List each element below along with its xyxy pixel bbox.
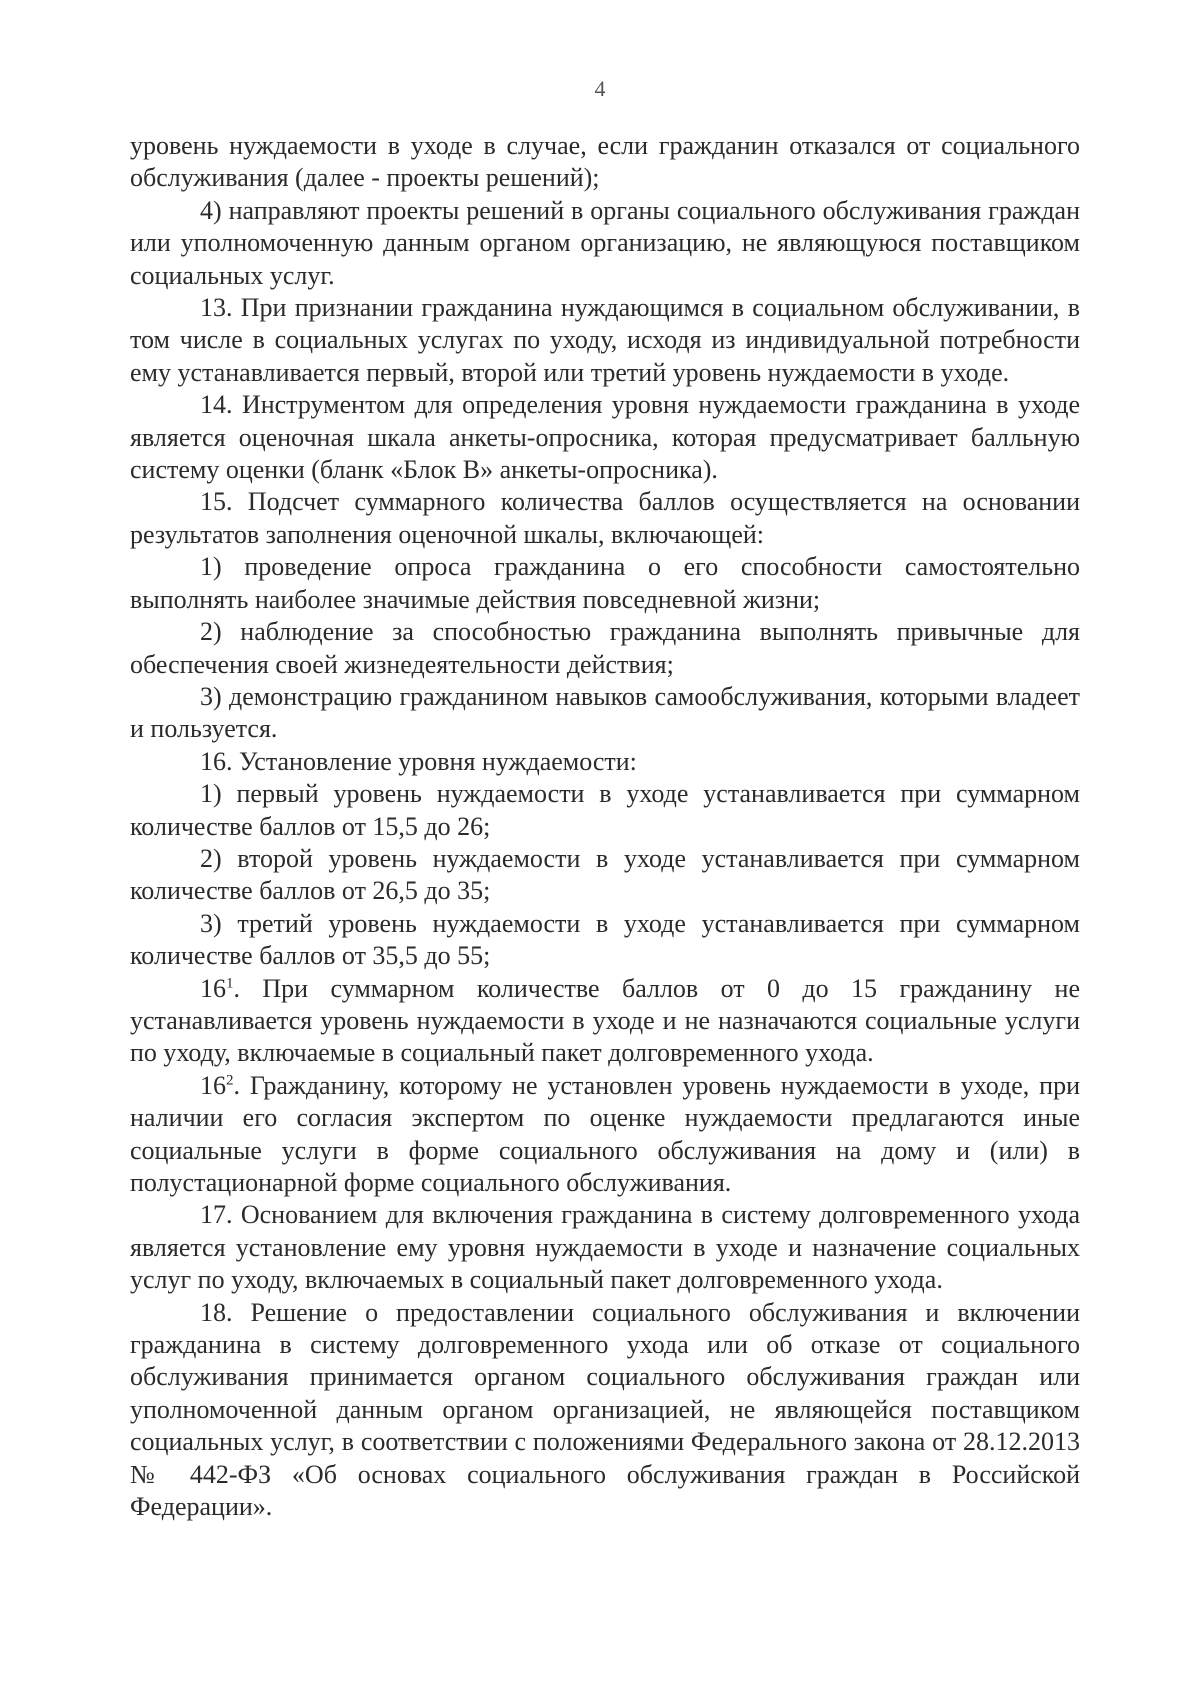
paragraph — [130, 1199, 1080, 1296]
paragraph — [130, 681, 1080, 746]
document-body — [130, 130, 1080, 1523]
clause-superscript: 2 — [226, 1072, 234, 1089]
paragraph — [130, 195, 1080, 292]
paragraph — [130, 1297, 1080, 1524]
paragraph — [130, 973, 1080, 1070]
page-number: 4 — [594, 76, 606, 101]
clause-number: 16 — [200, 973, 226, 1003]
paragraph — [130, 486, 1080, 551]
paragraph — [130, 130, 1080, 195]
paragraph-text: 15. Подсчет суммарного количества баллов осуществляется на основании результатов заполнения оценочной шкалы, включающей: — [130, 487, 1080, 549]
paragraph-text: 18. Решение о предоставлении социального обслуживания и включении гражданина в систему долговременного ухода или об отказе от социального обслуживания принимается органом социального обслуживания граждан или уполномоченной данным органом организацией, не являющейся поставщиком социальных услуг, в соответствии с положениями Федерального закона от 28.12.2013 № 442-ФЗ «Об основах социального обслуживания граждан в Российской Федерации». — [130, 1297, 1080, 1522]
paragraph — [130, 389, 1080, 486]
paragraph-text: 2) второй уровень нуждаемости в уходе устанавливается при суммарном количестве баллов от 26,5 до 35; — [130, 843, 1080, 906]
paragraph-text: . Гражданину, которому не установлен уровень нуждаемости в уходе, при наличии его согласия экспертом по оценке нуждаемости предлагаются иные социальные услуги в форме социального обслуживания на дому и (или) в полустационарной форме социального обслуживания. — [130, 1070, 1080, 1197]
paragraph — [130, 746, 1080, 778]
paragraph — [130, 1070, 1080, 1200]
paragraph — [130, 843, 1080, 908]
paragraph-text: 2) наблюдение за способностью гражданина выполнять привычные для обеспечения своей жизнедеятельности действия; — [130, 617, 1080, 679]
paragraph — [130, 778, 1080, 843]
paragraph-text: 16. Установление уровня нуждаемости: — [200, 746, 637, 776]
paragraph-text: 1) первый уровень нуждаемости в уходе устанавливается при суммарном количестве баллов от 15,5 до 26; — [130, 779, 1080, 841]
paragraph-text: . При суммарном количестве баллов от 0 до 15 гражданину не устанавливается уровень нуждаемости в уходе и не назначаются социальные услуги по уходу, включаемые в социальный пакет долговременного ухода. — [130, 973, 1080, 1068]
clause-number: 16 — [200, 1070, 226, 1100]
paragraph-text: 1) проведение опроса гражданина о его способности самостоятельно выполнять наиболее значимые действия повседневной жизни; — [130, 552, 1080, 614]
paragraph — [130, 551, 1080, 616]
paragraph — [130, 292, 1080, 389]
paragraph-text: 4) направляют проекты решений в органы социального обслуживания граждан или уполномоченную данным органом организацию, не являющуюся поставщиком социальных услуг. — [130, 195, 1080, 290]
paragraph-text: уровень нуждаемости в уходе в случае, если гражданин отказался от социального обслуживания (далее - проекты решений); — [130, 131, 1080, 193]
paragraph-text: 14. Инструментом для определения уровня нуждаемости гражданина в уходе является оценочная шкала анкеты-опросника, которая предусматривает балльную систему оценки (бланк «Блок В» анкеты-опросника). — [130, 390, 1080, 485]
paragraph — [130, 908, 1080, 973]
clause-superscript: 1 — [226, 974, 234, 991]
paragraph-text: 17. Основанием для включения гражданина в систему долговременного ухода является установление ему уровня нуждаемости в уходе и назначение социальных услуг по уходу, включаемых в социальный пакет долговременного ухода. — [130, 1200, 1080, 1295]
paragraph-text: 3) третий уровень нуждаемости в уходе устанавливается при суммарном количестве баллов от 35,5 до 55; — [130, 908, 1080, 971]
paragraph-text: 13. При признании гражданина нуждающимся в социальном обслуживании, в том числе в социальных услугах по уходу, исходя из индивидуальной потребности ему устанавливается первый, второй или третий уровень нуждаемости в уходе. — [130, 293, 1080, 387]
paragraph-text: 3) демонстрацию гражданином навыков самообслуживания, которыми владеет и пользуется. — [130, 681, 1080, 744]
paragraph — [130, 616, 1080, 681]
